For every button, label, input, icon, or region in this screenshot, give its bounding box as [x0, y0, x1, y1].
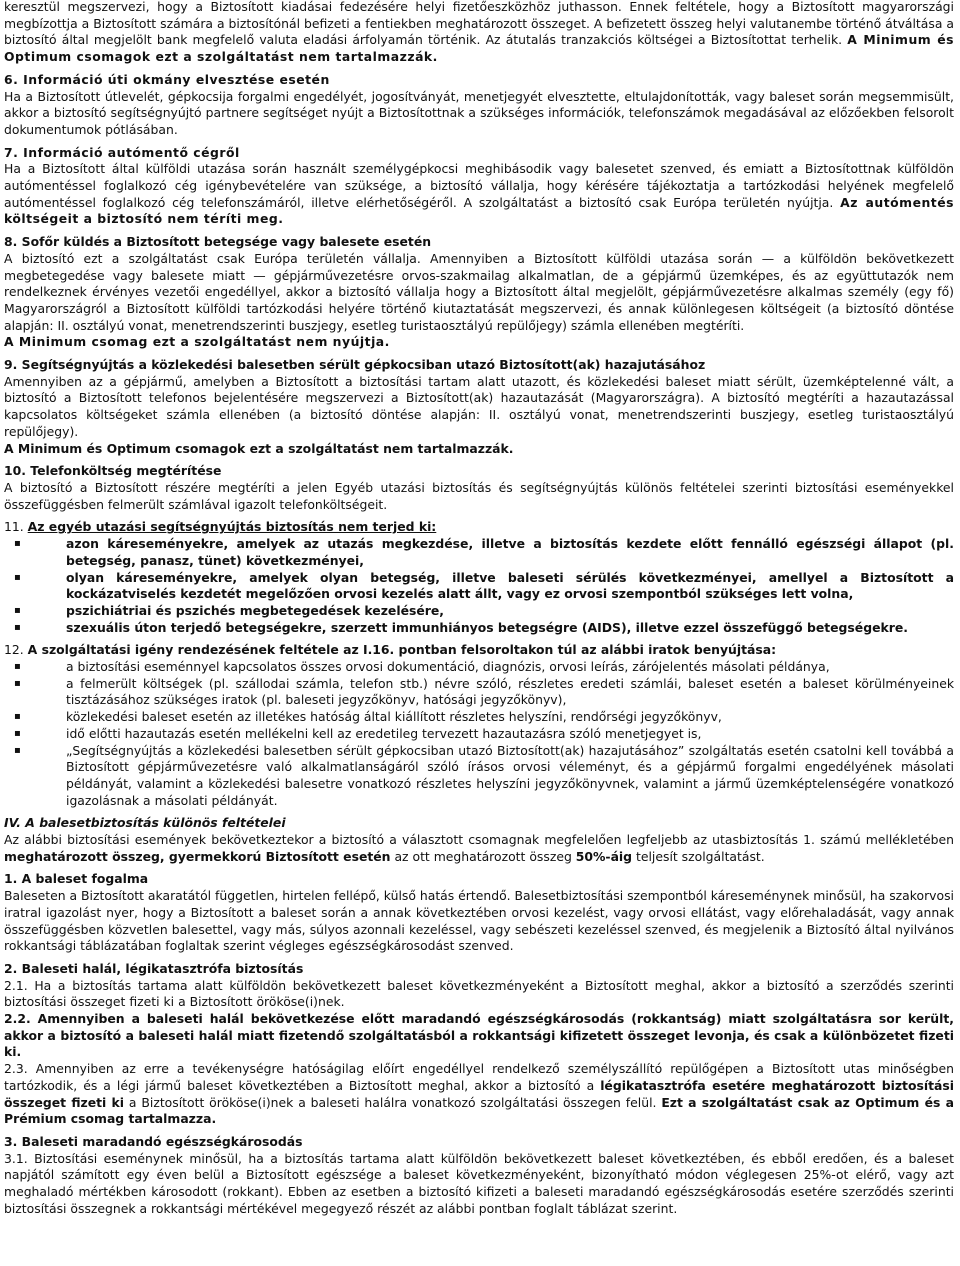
- section-9-title: 9. Segítségnyújtás a közlekedési balesetben sérült gépkocsiban utazó Biztosított(ak) hazajutásához: [4, 357, 706, 373]
- list-item: ▪ a felmerült költségek (pl. szállodai számla, telefon stb.) névre szóló, részletes eredeti számlái, baleset esetén a baleset körülményeinek tisztázásához szükséges iratok (pl. baleseti jegyzőkönyv, hatósági jegyzőkönyv),: [14, 675, 954, 708]
- bullet-icon: ▪: [14, 744, 21, 756]
- section-11-list: [4, 536, 954, 636]
- list-item: ▪ idő előtti hazautazás esetén mellékelni kell az eredetileg tervezett hazautazásra szóló menetjegyet is,: [14, 725, 702, 741]
- section-iv3-title: 3. Baleseti maradandó egészségkárosodás: [4, 1134, 303, 1149]
- part-iv-title: IV. A balesetbiztosítás különös feltételei: [4, 815, 286, 831]
- list-item: ▪ a biztosítási eseménnyel kapcsolatos összes orvosi dokumentáció, diagnózis, orvosi leírás, zárójelentés másolati példánya,: [14, 659, 830, 675]
- section-8-text: A biztosító ezt a szolgáltatást csak Európa területén vállalja. Amennyiben a Biztosított külföldi utazása során — a külföldön bekövetkezett megbetegedése vagy balesete miatt — gépjárművezetésre orvos-szakmailag alkalmatlan, de a gépjármű üzemképes, és az együttutazók nem rendelkeznek érvényes vezetői engedéllyel, akkor a biztosító vállalja hogy a Biztosított által megjelölt, gépjárművezetésre alkalmas személy (egy fő) Magyarországról a Biztosított külföldi tartózkodási helyére történő kiutaztatását megszervezi, és annak különlegesen költségeit (a biztosító döntése alapján: II. osztályú vonat, menetrendszerinti buszjegy, esetleg turistaosztályú repülőjegy) számla ellenében megtéríti.: [4, 250, 954, 333]
- list-item: ▪ pszichiátriai és pszichés megbetegedések kezelésére,: [14, 602, 444, 618]
- section-9-exclusion: A Minimum és Optimum csomagok ezt a szolgáltatást nem tartalmazzák.: [4, 440, 514, 456]
- document-page: [4, 0, 954, 1218]
- section-12-title: 12. A szolgáltatási igény rendezésének feltétele az I.16. pontban felsoroltakon túl az alábbi iratok benyújtása:: [4, 642, 777, 658]
- section-iv2-title: 2. Baleseti halál, légikatasztrófa biztosítás: [4, 960, 304, 976]
- bullet-icon: ▪: [14, 661, 21, 673]
- section-10-text: A biztosító a Biztosított részére megtéríti a jelen Egyéb utazási biztosítás és segítségnyújtás különös feltételei szerinti biztosítási eseményekkel összefüggésben felmerült számlával igazolt telefonköltségeit.: [4, 479, 954, 512]
- bullet-icon: ▪: [14, 711, 21, 723]
- bullet-icon: ▪: [14, 538, 21, 550]
- bullet-icon: ▪: [14, 571, 21, 583]
- section-7-text: Ha a Biztosított által külföldi utazása során használt személygépkocsi meghibásodik vagy balesetet szenved, és emiatt a Biztosítottnak külföldön autómentéssel foglalkozó cég igénybevételére van szüksége, a biztosító vállalja, hogy kérésére tájékoztatja a tartózkodási helyének megfelelő autómentéssel foglalkozó cég telefonszámáról, illetve elérhetőségéről. A szolgáltatást a biztosító csak Európa területén nyújtja. Az autómentés költségeit a biztosító nem téríti meg.: [4, 161, 954, 227]
- section-iv2-p1: 2.1. Ha a biztosítás tartama alatt külföldön bekövetkezett baleset következményeként a Biztosított meghal, akkor a biztosító a szerződés szerinti biztosítási összeget fizeti ki a Biztosított örököse(i)nek.: [4, 977, 954, 1010]
- list-item: ▪ szexuális úton terjedő betegségekre, szerzett immunhiányos betegségre (AIDS), illetve ezzel összefüggő betegségekre.: [14, 619, 908, 635]
- section-iv1-title: 1. A baleset fogalma: [4, 871, 149, 887]
- list-item: ▪ olyan káreseményekre, amelyek olyan betegség, illetve baleseti sérülés következményei, amellyel a Biztosított a kockázatviselés kezdetét megelőzően orvosi kezelés alatt állt, vagy ez orvosi szempontból szükséges lett volna,: [14, 569, 954, 602]
- section-5-exclusion: A Minimum és Optimum csomagok ezt a szolgáltatást nem tartalmazzák.: [4, 32, 954, 65]
- list-item: ▪ közlekedési baleset esetén az illetékes hatóság által kiállított részletes helyszíni, rendőrségi jegyzőkönyv,: [14, 709, 722, 725]
- bullet-icon: ▪: [14, 677, 21, 689]
- section-iv2-p3: 2.3. Amennyiben az erre a tevékenységre hatóságilag előírt engedéllyel rendelkező személyszállító repülőgépen a Biztosított utas minőségben tartózkodik, és a légi jármű baleset következtében a Biztosított meghal, akkor a biztosító a légikatasztrófa esetére meghatározott biztosítási összeget fizeti ki a Biztosított örököse(i)nek a baleseti halálra vonatkozó szolgáltatási összegen felül. Ezt a szolgáltatást csak az Optimum és a Prémium csomag tartalmazza.: [4, 1061, 954, 1127]
- section-12-list: [4, 659, 954, 809]
- bullet-icon: ▪: [14, 727, 21, 739]
- section-7-title: 7. Információ autómentő cégről: [4, 144, 240, 160]
- list-item: ▪ azon káreseményekre, amelyek az utazás megkezdése, illetve a biztosítás kezdete előtt fennálló egészségi állapot (pl. betegség, panasz, tünet) következményei,: [14, 536, 954, 568]
- section-iv1-text: Baleseten a Biztosított akaratától független, hirtelen fellépő, külső hatás értendő. Balesetbiztosítási szempontból káreseménynek minősül, ha szakorvosi iratral igazolást nyer, hogy a Biztosított a baleset során a annak következtében orvosi kezelést, vagy orvosi ellátást, vagy előrehaladását, vagy annak összefüggésben közvetlen balesettel, vagy más, súlyos azonnali kezeléssel, vagy sebészeti kezeléssel szenved, és megjelenik a Biztosító által nyilvános rokkantsági táblázatában foglaltak szerint végleges egészségkárosodást szenved.: [4, 888, 954, 954]
- section-8-title: 8. Sofőr küldés a Biztosított betegsége vagy balesete esetén: [4, 234, 432, 250]
- part-iv-text: Az alábbi biztosítási események bekövetkeztekor a biztosító a választott csomagnak megfelelően legfeljebb az utasbiztosítás 1. számú mellékletében meghatározott összeg, gyermekkorú Biztosított esetén az ott meghatározott összeg 50%-áig teljesít szolgáltatást.: [4, 832, 954, 864]
- section-8-exclusion: A Minimum csomag ezt a szolgáltatást nem nyújtja.: [4, 334, 390, 350]
- section-7-exclusion: Az autómentés költségeit a biztosító nem téríti meg.: [4, 194, 954, 227]
- section-iv3-text: 3.1. Biztosítási eseménynek minősül, ha a biztosítás tartama alatt külföldön bekövetkezett baleset következtében, és ebből eredően, és a baleset napjától számított egy éven belül a Biztosított egészsége a baleset következményeként, bizonyítható módon véglegesen 25%-ot elérő, vagy azt meghaladó mértékben károsodott (rokkant). Ebben az esetben a biztosító kifizeti a baleseti maradandó egészségkárosodás esetére szerződés szerinti biztosítási összegnek a rokkantsági mértékével megegyező részét az alábbi pontban foglalt táblázat szerint.: [4, 1150, 954, 1216]
- section-iv2-p2: 2.2. Amennyiben a baleseti halál bekövetkezése előtt maradandó egészségkárosodás (rokkantság) miatt szolgáltatásra sor került, akkor a biztosító a baleseti halál miatt fizetendő szolgáltatásból a rokkantsági kifizetett összeget levonja, és csak a különbözetet fizeti ki.: [4, 1011, 954, 1060]
- section-11-title: 11. Az egyéb utazási segítségnyújtás biztosítás nem terjed ki:: [4, 519, 437, 535]
- section-6-title: 6. Információ úti okmány elvesztése esetén: [4, 71, 330, 87]
- section-5-continuation: keresztül megszervezi, hogy a Biztosított kiadásai fedezésére helyi fizetőeszközhöz juthasson. Ennek feltétele, hogy a Biztosított magyarországi megbízottja a Biztosított számára a biztosítónál befizeti a fentiekben meghatározott összeget. A befizetett összeg helyi valutanembe történő átváltása a biztosító által megjelölt bank megfelelő valuta eladási árfolyamán történik. Az átutalás tranzakciós költségei a Biztosítottat terhelik. A Minimum és Optimum csomagok ezt a szolgáltatást nem tartalmazzák.: [4, 0, 954, 65]
- section-9-text: Amennyiben az a gépjármű, amelyben a Biztosított a biztosítási tartam alatt utazott, és közlekedési baleset miatt sérült, üzemképtelenné vált, a biztosító a Biztosított telefonos bejelentésére megszervezi a Biztosított(ak) hazautazását (Magyarországra). A biztosító megtéríti a hazautazással kapcsolatos költségeket számla ellenében (a biztosító döntése alapján: II. osztályú vonat, menetrendszerinti buszjegy, esetleg turistaosztályú repülőjegy).: [4, 373, 954, 439]
- section-10-title: 10. Telefonköltség megtérítése: [4, 463, 222, 479]
- bullet-icon: ▪: [14, 621, 21, 633]
- bullet-icon: ▪: [14, 604, 21, 616]
- list-item: ▪ „Segítségnyújtás a közlekedési balesetben sérült gépkocsiban utazó Biztosított(ak) hazajutásához” szolgáltatás esetén csatolni kell továbbá a Biztosított gépjárművezetésre való alkalmatlanságáról szóló írásos orvosi véleményt, és a gépjármű forgalmi engedélyének másolati példányát, valamint a közlekedési balesetre vonatkozó részletes helyszíni jegyzőkönyvnek, valamint a jármű üzemképtelenségére vonatkozó igazolásnak a másolati példányát.: [14, 742, 954, 808]
- section-6-text: Ha a Biztosított útlevelét, gépkocsija forgalmi engedélyét, jogosítványát, menetjegyét elvesztette, eltulajdonították, vagy baleset során megsemmisült, akkor a biztosító segítségnyújtó partnere segítséget nyújt a Biztosítottnak a szükséges információk, telefonszámok megadásával az előzőekben felsorolt dokumentumok pótlásában.: [4, 88, 954, 137]
